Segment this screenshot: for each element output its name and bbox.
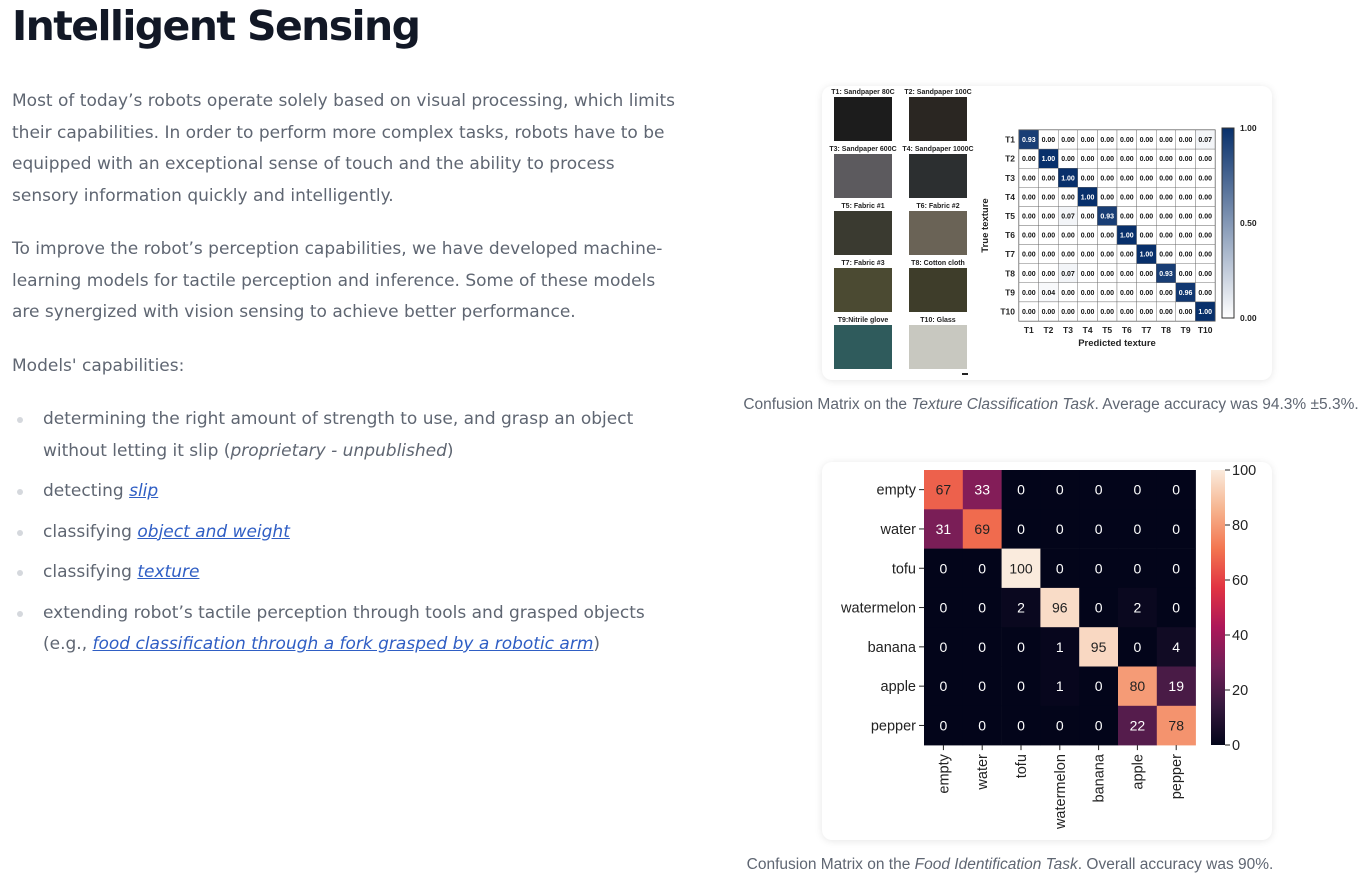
cell-value: 0.07 xyxy=(1061,270,1075,278)
bullet-icon xyxy=(17,417,23,423)
cell-value: 0.00 xyxy=(1139,137,1154,145)
cell-value: 0.00 xyxy=(1100,251,1115,259)
texture-confusion-figure xyxy=(822,86,1272,380)
col-tick-label: T9 xyxy=(1180,325,1191,335)
cell-value: 0.00 xyxy=(1100,137,1115,145)
cell-value: 0 xyxy=(978,638,987,655)
cell-value: 0.00 xyxy=(1100,270,1115,278)
cell-value: 0 xyxy=(1133,638,1142,655)
swatch-label: T10: Glass xyxy=(920,317,956,324)
colorbar-tick-label: 0.50 xyxy=(1240,218,1257,228)
col-tick-label: T5 xyxy=(1102,325,1113,335)
cell-value: 0.00 xyxy=(1159,308,1173,316)
cell-value: 0 xyxy=(939,560,948,577)
col-tick-label: T10 xyxy=(1197,325,1213,335)
cell-value: 0.93 xyxy=(1159,270,1173,278)
cell-value: 0 xyxy=(939,638,948,655)
row-tick-label: watermelon xyxy=(841,600,916,617)
col-tick-label: banana xyxy=(1091,754,1108,803)
cell-value: 0.00 xyxy=(1159,232,1173,240)
texture-swatch xyxy=(909,97,967,141)
proprietary-note: proprietary - unpublished xyxy=(230,440,447,461)
cell-value: 1.00 xyxy=(1041,156,1056,164)
row-tick-label: T9 xyxy=(1005,287,1015,298)
cell-value: 100 xyxy=(1009,560,1033,577)
cell-value: 0.00 xyxy=(1119,213,1134,221)
food-classification-link[interactable]: food classification through a fork grasped by a robotic arm xyxy=(92,634,594,654)
cell-value: 0.00 xyxy=(1080,156,1095,164)
swatch-label: T9:Nitrile glove xyxy=(837,317,889,324)
cell-value: 0.00 xyxy=(1041,194,1056,202)
food-figure-caption: Confusion Matrix on the Food Identification Task. Overall accuracy was 90%. xyxy=(746,856,1274,873)
swatch-label: T1: Sandpaper 80C xyxy=(831,89,895,96)
cell-value: 0 xyxy=(1055,560,1064,577)
row-tick-label: T3 xyxy=(1005,172,1015,183)
col-tick-label: T8 xyxy=(1161,325,1171,335)
cell-value: 0.00 xyxy=(1021,213,1036,221)
col-tick-label: empty xyxy=(936,754,953,794)
cell-value: 0.00 xyxy=(1139,289,1154,297)
cell-value: 0.04 xyxy=(1041,289,1056,297)
cell-value: 0.00 xyxy=(1061,232,1075,240)
cell-value: 0.00 xyxy=(1139,194,1154,202)
cell-value: 1.00 xyxy=(1061,175,1075,183)
colorbar-tick-label: 20 xyxy=(1232,683,1249,699)
list-item: determining the right amount of strength to use, and grasp an object without letting it slip (proprietary - unpublished) xyxy=(12,404,684,467)
y-axis-label: True texture xyxy=(980,198,991,253)
object-weight-link[interactable]: object and weight xyxy=(137,521,290,542)
capabilities-heading: Models' capabilities: xyxy=(12,355,185,376)
cell-value: 0.00 xyxy=(1041,251,1056,259)
colorbar xyxy=(1222,128,1234,318)
cell-value: 0 xyxy=(1172,560,1181,577)
cell-value: 0.00 xyxy=(1178,175,1193,183)
page-title: Intelligent Sensing xyxy=(12,2,420,50)
cell-value: 0.00 xyxy=(1119,156,1134,164)
cell-value: 0.00 xyxy=(1080,308,1095,316)
cell-value: 0.00 xyxy=(1100,156,1115,164)
row-tick-label: T6 xyxy=(1005,230,1015,241)
cell-value: 0 xyxy=(1172,520,1181,537)
col-tick-label: apple xyxy=(1130,754,1147,790)
cell-value: 69 xyxy=(974,520,990,537)
row-tick-label: T4 xyxy=(1005,191,1015,202)
cell-value: 0.00 xyxy=(1119,270,1134,278)
cell-value: 0 xyxy=(1172,599,1181,616)
col-tick-label: watermelon xyxy=(1052,754,1069,830)
texture-swatch xyxy=(834,97,892,141)
cell-value: 0.00 xyxy=(1178,213,1193,221)
cell-value: 1 xyxy=(1055,678,1064,695)
cell-value: 0 xyxy=(1133,560,1142,577)
cell-value: 0.00 xyxy=(1178,270,1193,278)
texture-swatch xyxy=(834,154,892,198)
cell-value: 0.07 xyxy=(1198,137,1213,145)
texture-link[interactable]: texture xyxy=(137,562,200,582)
cell-value: 0.00 xyxy=(1021,156,1036,164)
cell-value: 0.00 xyxy=(1139,232,1154,240)
cell-value: 2 xyxy=(1133,599,1142,616)
cell-value: 22 xyxy=(1129,717,1146,734)
cell-value: 0.00 xyxy=(1198,270,1213,278)
row-tick-label: T7 xyxy=(1005,249,1015,260)
cell-value: 0.00 xyxy=(1178,194,1193,202)
texture-swatch xyxy=(909,325,967,369)
cell-value: 0 xyxy=(1055,520,1064,537)
swatch-label: T4: Sandpaper 1000C xyxy=(902,146,974,153)
cell-value: 0 xyxy=(939,717,948,734)
cell-value: 0.00 xyxy=(1041,270,1056,278)
cell-value: 0 xyxy=(1133,520,1142,537)
cell-value: 0.00 xyxy=(1041,232,1056,240)
cell-value: 0 xyxy=(1055,481,1064,498)
food-confusion-figure xyxy=(822,462,1272,840)
cell-value: 0 xyxy=(978,599,987,616)
row-tick-label: pepper xyxy=(870,718,916,735)
cell-value: 0.00 xyxy=(1061,251,1075,259)
cell-value: 0.00 xyxy=(1198,175,1213,183)
cell-value: 0.00 xyxy=(1198,213,1213,221)
cell-value: 0.00 xyxy=(1100,175,1115,183)
cell-value: 0.00 xyxy=(1061,194,1075,202)
cell-value: 33 xyxy=(974,481,990,498)
colorbar-tick-label: 80 xyxy=(1232,518,1249,534)
texture-figure-card xyxy=(822,86,1272,380)
cell-value: 0.00 xyxy=(1041,308,1056,316)
cell-value: 80 xyxy=(1129,678,1146,695)
cell-value: 0 xyxy=(1055,717,1064,734)
col-tick-label: tofu xyxy=(1014,754,1030,779)
cell-value: 0 xyxy=(1094,481,1103,498)
bullet-icon xyxy=(17,530,23,536)
cell-value: 0.00 xyxy=(1159,289,1173,297)
col-tick-label: T1 xyxy=(1023,325,1034,335)
swatch-label: T8: Cotton cloth xyxy=(911,260,965,267)
perception-paragraph: To improve the robot’s perception capabilities, we have developed machine-learning models for tactile perception and inference. Some of these models are synergized with vision sensing to achieve better performance. xyxy=(12,239,663,322)
cell-value: 0 xyxy=(1172,481,1181,498)
slip-link[interactable]: slip xyxy=(129,481,159,501)
col-tick-label: T3 xyxy=(1063,325,1073,335)
cell-value: 67 xyxy=(935,481,952,498)
cell-value: 0 xyxy=(1017,520,1025,537)
row-tick-label: T5 xyxy=(1005,210,1015,221)
cell-value: 0.00 xyxy=(1080,232,1095,240)
cell-value: 19 xyxy=(1168,678,1184,695)
cell-value: 0.00 xyxy=(1159,175,1173,183)
cell-value: 78 xyxy=(1168,717,1184,734)
cell-value: 0.00 xyxy=(1139,175,1154,183)
cell-value: 0.00 xyxy=(1061,137,1075,145)
content-column xyxy=(12,86,684,670)
list-item: detecting slip xyxy=(12,476,684,508)
cell-value: 0.00 xyxy=(1159,213,1173,221)
swatch-label: T7: Fabric #3 xyxy=(841,260,885,267)
cell-value: 0 xyxy=(978,678,987,695)
cell-value: 0 xyxy=(1017,717,1025,734)
cell-value: 0.00 xyxy=(1041,137,1056,145)
cell-value: 31 xyxy=(935,520,952,537)
cell-value: 1.00 xyxy=(1198,308,1213,316)
cell-value: 0.07 xyxy=(1061,213,1075,221)
cell-value: 0.00 xyxy=(1100,194,1115,202)
colorbar-tick-label: 1.00 xyxy=(1240,123,1257,133)
cell-value: 0.00 xyxy=(1198,251,1213,259)
list-item: classifying object and weight xyxy=(12,517,684,549)
cell-value: 0.00 xyxy=(1041,213,1056,221)
cell-value: 0 xyxy=(1017,481,1025,498)
texture-swatch xyxy=(834,211,892,255)
cell-value: 0.93 xyxy=(1100,213,1115,221)
cell-value: 0.00 xyxy=(1080,251,1095,259)
food-figure-card xyxy=(822,462,1272,840)
col-tick-label: water xyxy=(975,754,992,790)
cell-value: 0.00 xyxy=(1021,175,1036,183)
texture-swatch xyxy=(834,268,892,312)
row-tick-label: T8 xyxy=(1005,268,1015,279)
texture-swatch xyxy=(834,325,892,369)
col-tick-label: T6 xyxy=(1121,325,1132,335)
row-tick-label: T10 xyxy=(1000,306,1015,317)
cell-value: 0.00 xyxy=(1080,137,1095,145)
scale-bar xyxy=(962,373,968,375)
cell-value: 0.00 xyxy=(1021,270,1036,278)
row-tick-label: T1 xyxy=(1005,134,1015,145)
texture-swatch xyxy=(909,154,967,198)
cell-value: 0.00 xyxy=(1021,232,1036,240)
colorbar-tick-label: 100 xyxy=(1232,463,1257,479)
cell-value: 0.00 xyxy=(1119,289,1134,297)
cell-value: 0 xyxy=(939,599,948,616)
capabilities-list xyxy=(12,404,684,661)
cell-value: 0.96 xyxy=(1178,289,1193,297)
cell-value: 0 xyxy=(1094,599,1103,616)
cell-value: 0.00 xyxy=(1178,232,1193,240)
cell-value: 0.00 xyxy=(1139,308,1154,316)
cell-value: 0.00 xyxy=(1198,289,1213,297)
cell-value: 0.00 xyxy=(1178,156,1193,164)
cell-value: 1.00 xyxy=(1080,194,1095,202)
cell-value: 0.00 xyxy=(1159,156,1173,164)
cell-value: 0.00 xyxy=(1119,308,1134,316)
row-tick-label: banana xyxy=(867,639,916,656)
cell-value: 0.00 xyxy=(1119,251,1134,259)
colorbar-tick-label: 40 xyxy=(1232,628,1249,644)
cell-value: 0 xyxy=(1094,678,1103,695)
cell-value: 0.00 xyxy=(1119,175,1134,183)
colorbar-tick-label: 60 xyxy=(1232,573,1249,589)
cell-value: 0.00 xyxy=(1080,289,1095,297)
row-tick-label: T2 xyxy=(1005,153,1015,164)
colorbar-tick-label: 0.00 xyxy=(1240,313,1257,323)
cell-value: 2 xyxy=(1017,599,1025,616)
swatch-label: T3: Sandpaper 600C xyxy=(829,146,897,153)
cell-value: 96 xyxy=(1052,599,1068,616)
bullet-icon xyxy=(17,489,23,495)
col-tick-label: T4 xyxy=(1082,325,1093,335)
cell-value: 0.00 xyxy=(1178,137,1193,145)
cell-value: 0 xyxy=(978,717,987,734)
cell-value: 1 xyxy=(1055,638,1064,655)
row-tick-label: apple xyxy=(880,679,916,696)
cell-value: 4 xyxy=(1172,638,1181,655)
cell-value: 0.00 xyxy=(1198,156,1213,164)
swatch-label: T5: Fabric #1 xyxy=(841,203,885,210)
cell-value: 0.00 xyxy=(1021,194,1036,202)
cell-value: 0 xyxy=(1133,481,1142,498)
list-item: classifying texture xyxy=(12,557,684,589)
x-axis-label: Predicted texture xyxy=(1078,338,1156,349)
list-item: extending robot’s tactile perception through tools and grasped objects (e.g., food classification through a fork grasped by a robotic arm) xyxy=(12,598,684,661)
cell-value: 1.00 xyxy=(1119,232,1134,240)
cell-value: 1.00 xyxy=(1139,251,1154,259)
swatch-label: T2: Sandpaper 100C xyxy=(904,89,972,96)
cell-value: 0 xyxy=(1094,520,1103,537)
cell-value: 0.00 xyxy=(1198,232,1213,240)
cell-value: 0.00 xyxy=(1178,251,1193,259)
cell-value: 0.00 xyxy=(1198,194,1213,202)
cell-value: 0.00 xyxy=(1021,251,1036,259)
row-tick-label: tofu xyxy=(891,561,916,578)
cell-value: 0.00 xyxy=(1080,213,1095,221)
swatch-label: T6: Fabric #2 xyxy=(916,203,960,210)
cell-value: 0.00 xyxy=(1061,308,1075,316)
colorbar xyxy=(1211,470,1225,745)
cell-value: 0.00 xyxy=(1139,270,1154,278)
colorbar-tick-label: 0 xyxy=(1232,738,1241,754)
cell-value: 0.00 xyxy=(1119,194,1134,202)
texture-figure-caption: Confusion Matrix on the Texture Classification Task. Average accuracy was 94.3% ±5.3%. xyxy=(743,396,1359,413)
cell-value: 0.00 xyxy=(1061,289,1075,297)
cell-value: 0 xyxy=(1094,717,1103,734)
cell-value: 0.00 xyxy=(1100,232,1115,240)
cell-value: 0.93 xyxy=(1021,137,1036,145)
cell-value: 0.00 xyxy=(1178,308,1193,316)
cell-value: 0 xyxy=(939,678,948,695)
intro-paragraph: Most of today’s robots operate solely based on visual processing, which limits their capabilities. In order to perform more complex tasks, robots have to be equipped with an exceptional sense of touch and the ability to process sensory information quickly and intelligently. xyxy=(12,91,675,206)
cell-value: 0 xyxy=(1017,678,1025,695)
cell-value: 0 xyxy=(1017,638,1025,655)
cell-value: 0.00 xyxy=(1139,213,1154,221)
cell-value: 95 xyxy=(1090,638,1107,655)
cell-value: 0.00 xyxy=(1041,175,1056,183)
cell-value: 0.00 xyxy=(1021,308,1036,316)
col-tick-label: pepper xyxy=(1169,754,1186,800)
col-tick-label: T7 xyxy=(1141,325,1152,335)
cell-value: 0.00 xyxy=(1021,289,1036,297)
cell-value: 0.00 xyxy=(1119,137,1134,145)
cell-value: 0.00 xyxy=(1159,251,1173,259)
col-tick-label: T2 xyxy=(1043,325,1054,335)
cell-value: 0.00 xyxy=(1100,289,1115,297)
bullet-icon xyxy=(17,611,23,617)
cell-value: 0.00 xyxy=(1100,308,1115,316)
cell-value: 0.00 xyxy=(1139,156,1154,164)
cell-value: 0.00 xyxy=(1159,194,1173,202)
texture-swatch xyxy=(909,211,967,255)
cell-value: 0.00 xyxy=(1159,137,1173,145)
cell-value: 0 xyxy=(978,560,987,577)
cell-value: 0.00 xyxy=(1061,156,1075,164)
cell-value: 0.00 xyxy=(1080,270,1095,278)
row-tick-label: water xyxy=(880,521,916,538)
cell-value: 0.00 xyxy=(1080,175,1095,183)
cell-value: 0 xyxy=(1094,560,1103,577)
bullet-icon xyxy=(17,570,23,576)
texture-swatch xyxy=(909,268,967,312)
row-tick-label: empty xyxy=(876,482,916,499)
